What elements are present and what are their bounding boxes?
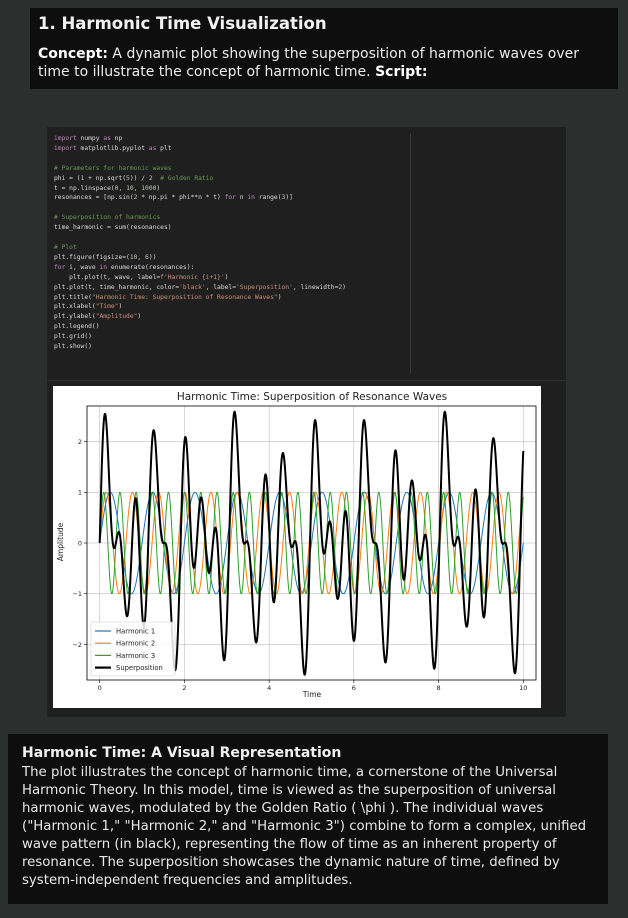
y-tick-label: 2	[77, 437, 82, 446]
legend-label: Harmonic 1	[116, 627, 156, 636]
code-line: # Parameters for harmonic waves	[54, 164, 172, 172]
code-line: import matplotlib.pyplot as plt	[54, 144, 172, 152]
code-line: plt.plot(t, time_harmonic, color='black', label='Superposition', linewidth=2)	[54, 283, 346, 291]
code-divider	[410, 133, 411, 373]
y-tick-label: 0	[77, 539, 82, 548]
code-line: # Plot	[54, 243, 77, 251]
x-axis-label: Time	[302, 690, 322, 699]
concept-label: Concept:	[38, 46, 108, 62]
code-block[interactable]	[47, 127, 566, 380]
legend-label: Harmonic 2	[116, 639, 156, 648]
code-line: for i, wave in enumerate(resonances):	[54, 263, 195, 271]
y-axis-label: Amplitude	[56, 522, 65, 562]
legend-label: Harmonic 3	[116, 651, 156, 660]
plot-output	[47, 381, 566, 717]
concept-text	[38, 45, 613, 81]
code-line: resonances = [np.sin(2 * np.pi * phi**n * t) for n in range(3)]	[54, 194, 293, 202]
script-label: Script:	[375, 64, 428, 80]
y-tick-label: −1	[72, 590, 82, 599]
x-tick-label: 0	[97, 684, 102, 692]
code-line: # Superposition of harmonics	[54, 214, 161, 222]
code-line: plt.show()	[54, 343, 92, 351]
explanation-paragraph: The plot illustrates the concept of harmonic time, a cornerstone of the Universal Harmonic Theory. In this model, time is viewed as the superposition of universal harmonic waves, modulated by the Golden Ratio ( \phi ). The individual waves ("Harmonic 1," "Harmonic 2," and "Harmonic 3") combine to form a complex, unified wave pattern (in black), representing the flow of time as an inherent property of resonance. The superposition showcases the dynamic nature of time, defined by system-independent frequencies and amplitudes.	[22, 765, 587, 888]
code-line: plt.xlabel("Time")	[54, 303, 123, 311]
code-line: phi = (1 + np.sqrt(5)) / 2 # Golden Ratio	[54, 174, 214, 182]
code-line: plt.legend()	[54, 323, 100, 331]
x-tick-label: 4	[267, 684, 272, 692]
chart-legend	[91, 622, 175, 676]
concept-card	[30, 8, 618, 89]
code-line: plt.title("Harmonic Time: Superposition of Resonance Waves")	[54, 293, 282, 301]
chart-title: Harmonic Time: Superposition of Resonance Waves	[176, 391, 448, 403]
explanation-card	[8, 734, 608, 904]
y-tick-label: −2	[72, 640, 82, 649]
x-tick-label: 8	[436, 684, 441, 692]
harmonic-chart	[53, 386, 541, 708]
code-line: plt.plot(t, wave, label=f'Harmonic {i+1}')	[54, 273, 229, 281]
legend-label: Superposition	[116, 664, 163, 672]
code-line: plt.ylabel("Amplitude")	[54, 313, 142, 321]
code-line: time_harmonic = sum(resonances)	[54, 224, 172, 232]
section-heading: 1. Harmonic Time Visualization	[38, 14, 327, 33]
code-line: t = np.linspace(0, 10, 1000)	[54, 184, 161, 192]
concept-body: A dynamic plot showing the superposition of harmonic waves over time to illustrate the concept of harmonic time.	[38, 46, 579, 80]
x-tick-label: 2	[182, 684, 187, 692]
explanation-heading: Harmonic Time: A Visual Representation	[22, 745, 342, 761]
x-tick-label: 6	[351, 684, 356, 692]
x-tick-label: 10	[519, 684, 528, 692]
code-line: plt.figure(figsize=(10, 6))	[54, 253, 157, 261]
y-tick-label: 1	[77, 488, 82, 497]
code-line: plt.grid()	[54, 333, 92, 341]
code-line: import numpy as np	[54, 135, 123, 142]
code-content[interactable]	[54, 134, 346, 352]
